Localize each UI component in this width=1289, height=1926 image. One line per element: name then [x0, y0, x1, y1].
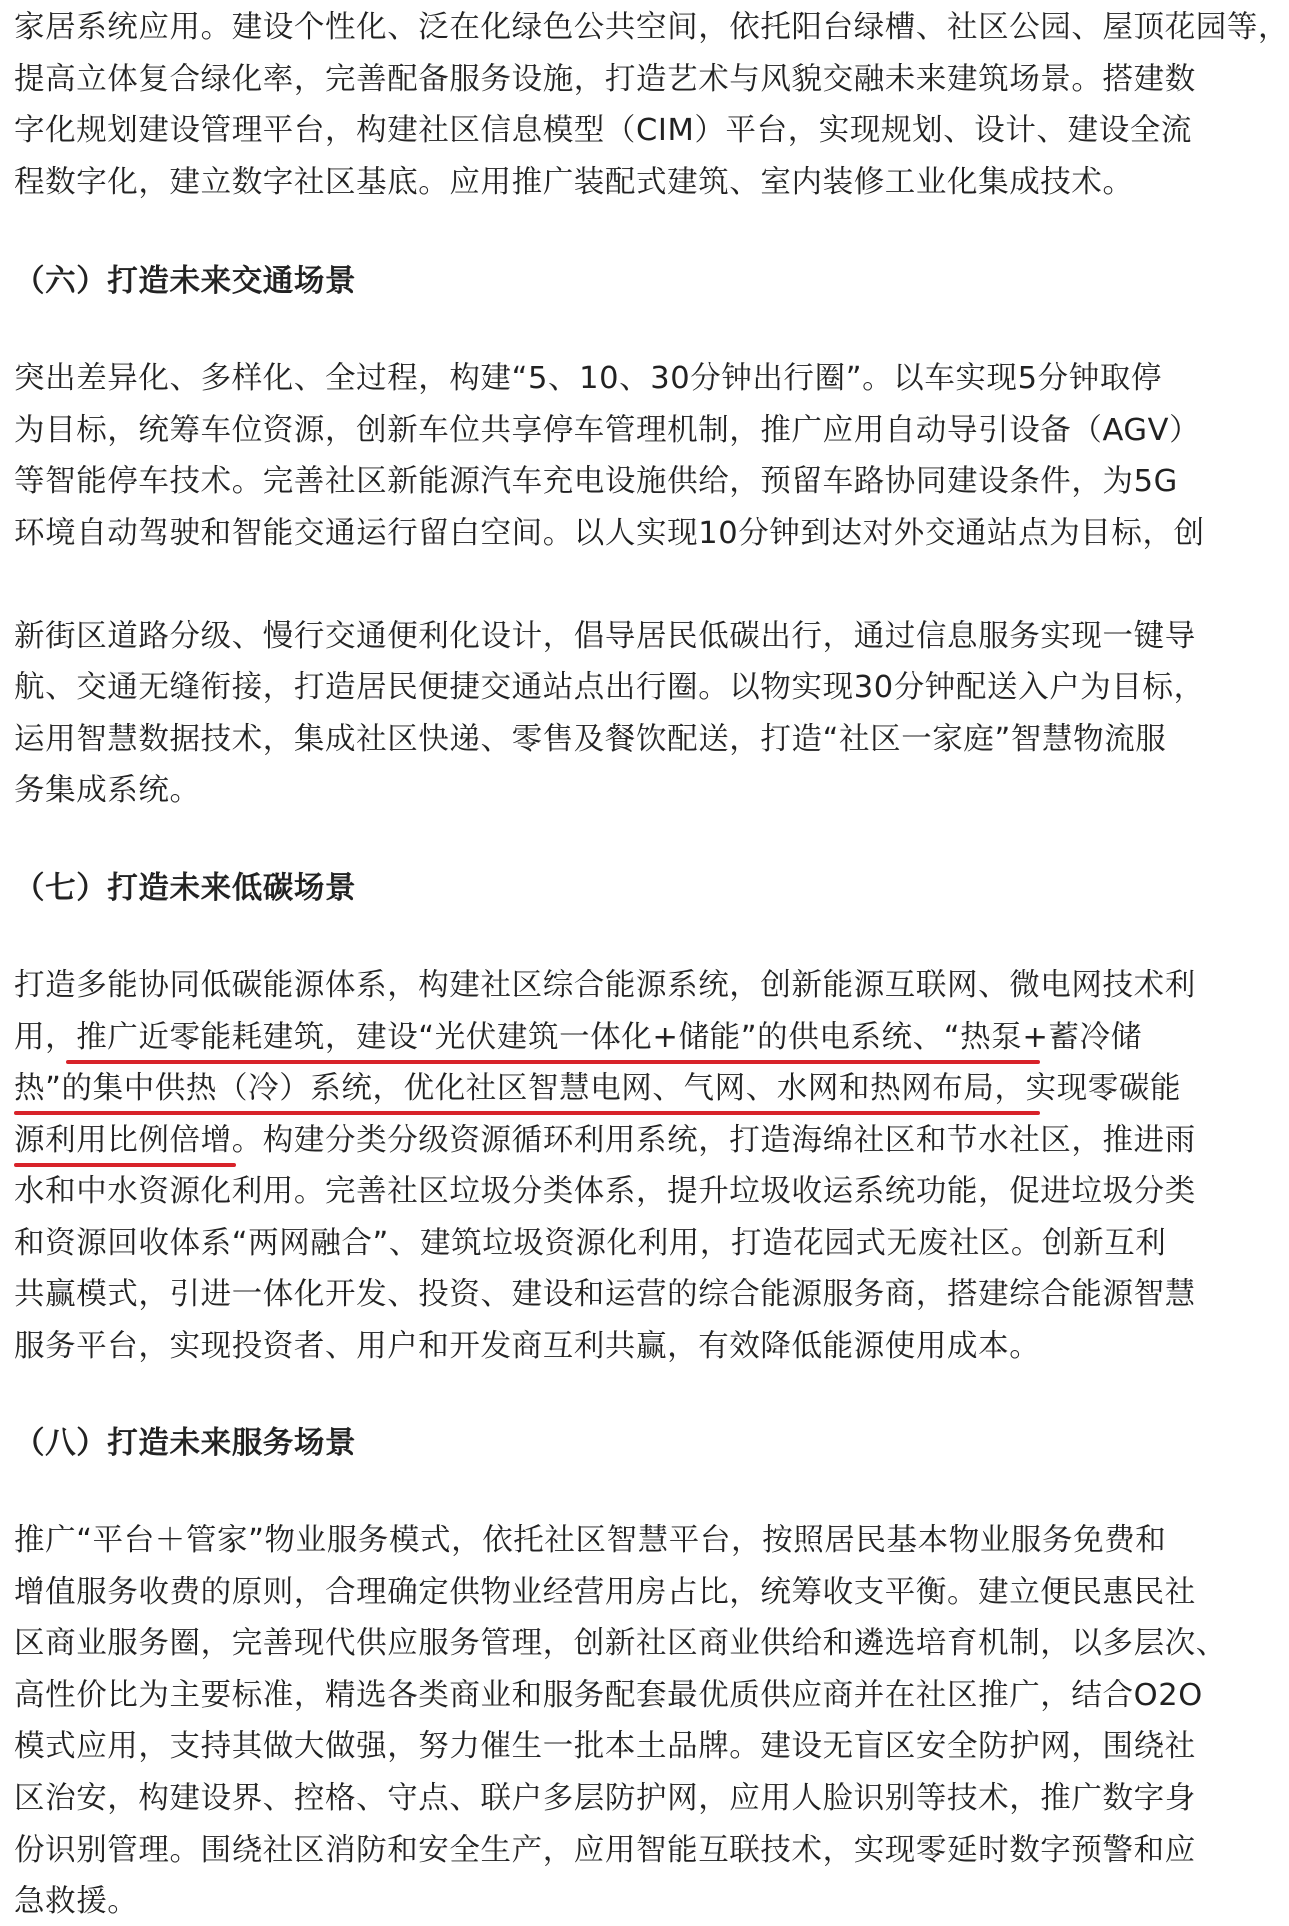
red-underline [66, 1060, 1040, 1064]
text-line: 和资源回收体系“两网融合”、建筑垃圾资源化利用，打造花园式无废社区。创新互利 [14, 1225, 1167, 1261]
text-line: 增值服务收费的原则，合理确定供物业经营用房占比，统筹收支平衡。建立便民惠民社 [14, 1574, 1196, 1610]
text-line: 字化规划建设管理平台，构建社区信息模型（CIM）平台，实现规划、设计、建设全流 [14, 113, 1193, 149]
text-line: 共赢模式，引进一体化开发、投资、建设和运营的综合能源服务商，搭建综合能源智慧 [14, 1277, 1196, 1313]
text-line: 新街区道路分级、慢行交通便利化设计，倡导居民低碳出行，通过信息服务实现一键导 [14, 618, 1196, 654]
text-line: 务集成系统。 [14, 773, 201, 809]
red-underline [14, 1163, 236, 1167]
text-line: 突出差异化、多样化、全过程，构建“5、10、30分钟出行圈”。以车实现5分钟取停 [14, 361, 1163, 397]
text-line: 份识别管理。围绕社区消防和安全生产，应用智能互联技术，实现零延时数字预警和应 [14, 1832, 1196, 1868]
section-heading-viii: （八）打造未来服务场景 [14, 1426, 357, 1461]
text-line: 环境自动驾驶和智能交通运行留白空间。以人实现10分钟到达对外交通站点为目标，创 [14, 515, 1205, 551]
text-line: 热”的集中供热（冷）系统，优化社区智慧电网、气网、水网和热网布局，实现零碳能 [14, 1071, 1182, 1106]
text-line: 服务平台，实现投资者、用户和开发商互利共赢，有效降低能源使用成本。 [14, 1328, 1041, 1364]
text-line: 水和中水资源化利用。完善社区垃圾分类体系，提升垃圾收运系统功能，促进垃圾分类 [14, 1174, 1196, 1210]
text-line: 为目标，统筹车位资源，创新车位共享停车管理机制，推广应用自动导引设备（AGV） [14, 412, 1201, 448]
text-line: 提高立体复合绿化率，完善配备服务设施，打造艺术与风貌交融未来建筑场景。搭建数 [14, 61, 1196, 97]
text-line: 模式应用，支持其做大做强，努力催生一批本土品牌。建设无盲区安全防护网，围绕社 [14, 1729, 1196, 1765]
text-line: 航、交通无缝衔接，打造居民便捷交通站点出行圈。以物实现30分钟配送入户为目标， [14, 670, 1205, 706]
section-heading-vii: （七）打造未来低碳场景 [14, 870, 357, 906]
text-line: 高性价比为主要标准，精选各类商业和服务配套最优质供应商并在社区推广，结合O2O [14, 1677, 1203, 1713]
text-line: 区治安，构建设界、控格、守点、联户多层防护网，应用人脸识别等技术，推广数字身 [14, 1780, 1196, 1816]
text-line: 等智能停车技术。完善社区新能源汽车充电设施供给，预留车路协同建设条件，为5G [14, 464, 1178, 500]
text-line: 区商业服务圈，完善现代供应服务管理，创新社区商业供给和遴选培育机制，以多层次、 [14, 1626, 1227, 1662]
text-line: 源利用比例倍增。构建分类分级资源循环利用系统，打造海绵社区和节水社区，推进雨 [14, 1122, 1196, 1158]
text-line: 推广“平台＋管家”物业服务模式，依托社区智慧平台，按照居民基本物业服务免费和 [14, 1523, 1167, 1559]
text-line: 打造多能协同低碳能源体系，构建社区综合能源系统，创新能源互联网、微电网技术利 [14, 968, 1196, 1003]
text-line: 运用智慧数据技术，集成社区快递、零售及餐饮配送，打造“社区一家庭”智慧物流服 [14, 721, 1167, 757]
section-heading-vi: （六）打造未来交通场景 [14, 263, 357, 299]
text-line: 家居系统应用。建设个性化、泛在化绿色公共空间，依托阳台绿槽、社区公园、屋顶花园等， [14, 10, 1289, 45]
red-underline [14, 1111, 1040, 1115]
text-line: 用，推广近零能耗建筑，建设“光伏建筑一体化+储能”的供电系统、“热泵+蓄冷储 [14, 1019, 1142, 1055]
text-line: 急救援。 [14, 1884, 139, 1919]
text-line: 程数字化，建立数字社区基底。应用推广装配式建筑、室内装修工业化集成技术。 [14, 164, 1134, 200]
